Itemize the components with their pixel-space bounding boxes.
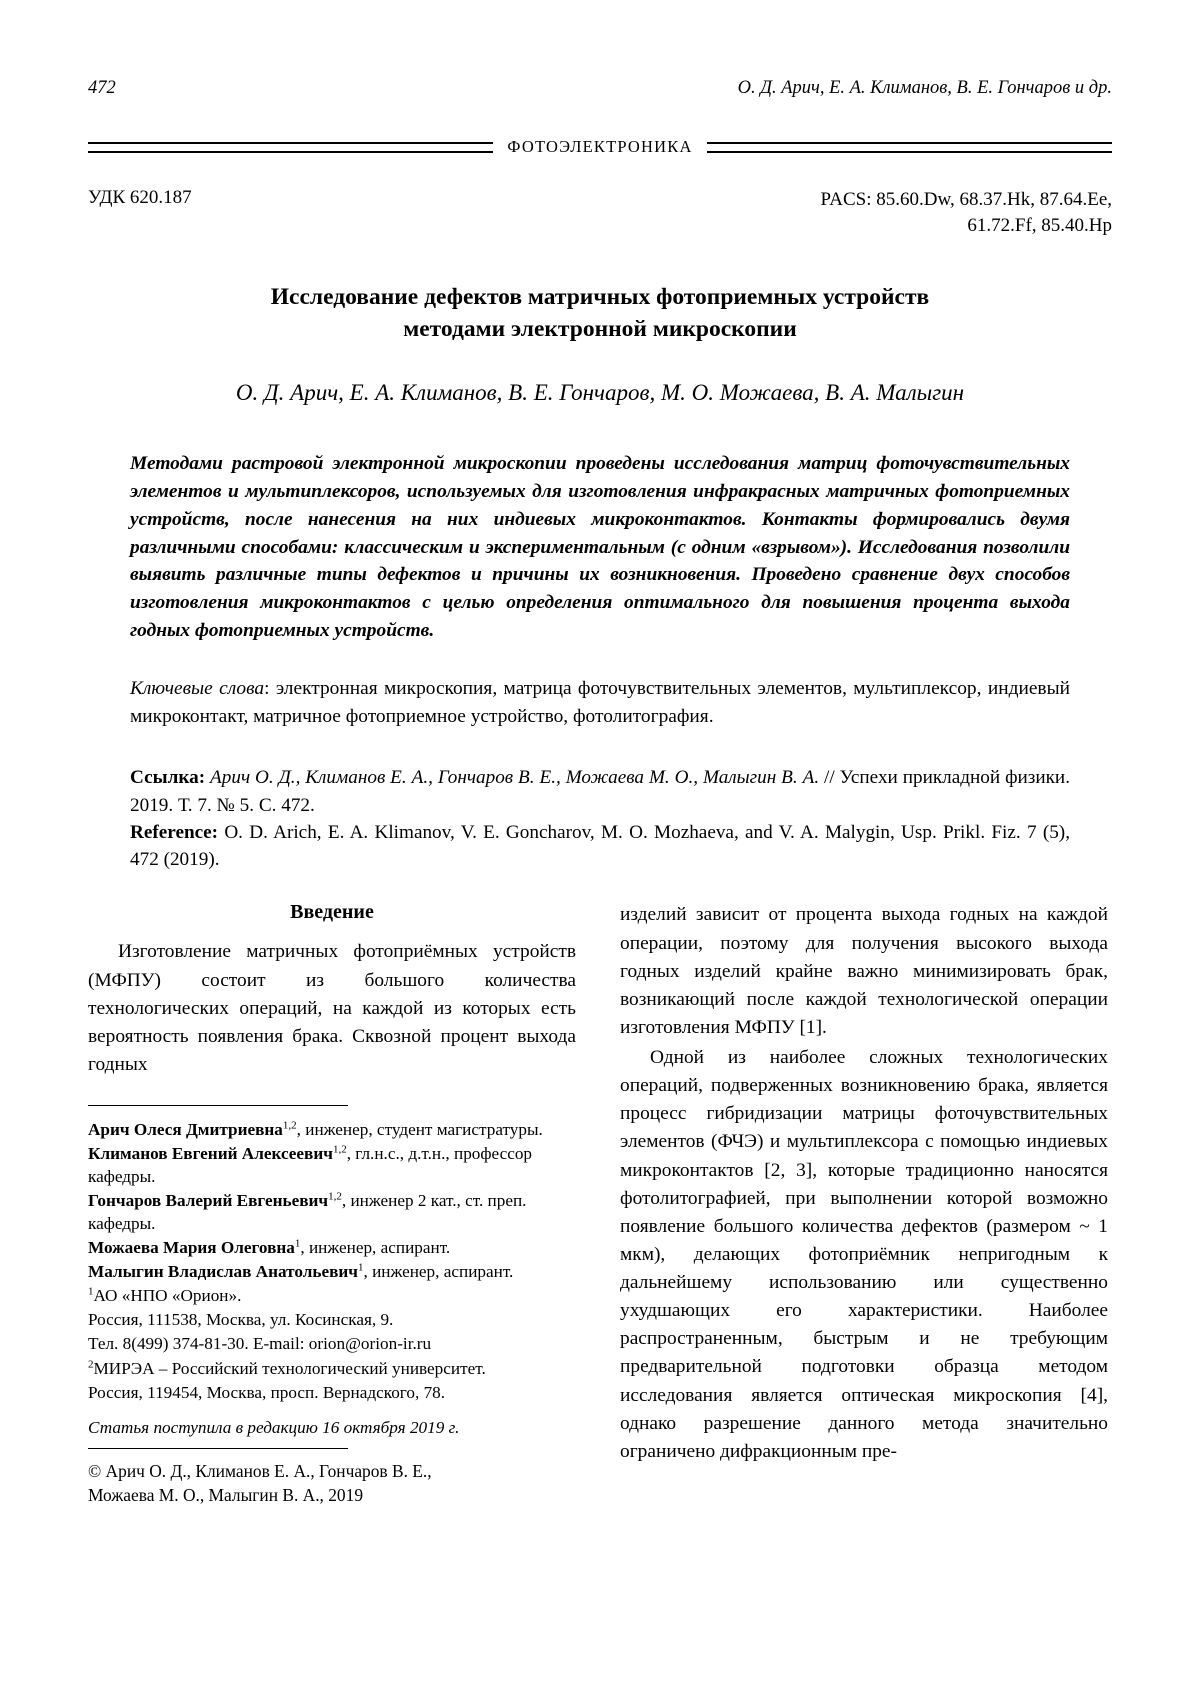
left-paragraph-1: Изготовление матричных фотоприёмных устройств (МФПУ) состоит из большого количества технологических операций, на каждой из которых есть вероятность появления брака. Сквозной процент выхода годных <box>88 941 576 1075</box>
affiliation-2-text: МИРЭА – Российский технологический университет. <box>93 1358 486 1378</box>
running-head-authors: О. Д. Арич, Е. А. Климанов, В. Е. Гончаров и др. <box>737 78 1112 98</box>
affiliation-1 <box>88 1284 576 1307</box>
footnote-author-1-sup: 1,2 <box>282 1119 297 1132</box>
affiliation-1-address: Россия, 111538, Москва, ул. Косинская, 9. <box>88 1310 394 1330</box>
citation-block <box>130 764 1070 873</box>
footnote-author-2 <box>88 1142 576 1188</box>
section-rule <box>88 137 1112 157</box>
section-label: ФОТОЭЛЕКТРОНИКА <box>507 137 693 156</box>
footnote-author-2-name: Климанов Евгений Алексеевич <box>88 1144 333 1164</box>
citation-label-en: Reference: <box>130 821 219 843</box>
page-number: 472 <box>88 78 116 98</box>
keywords-label: Ключевые слова <box>130 678 265 700</box>
footnote-author-3-name: Гончаров Валерий Евгеньевич <box>88 1191 329 1211</box>
footnote-author-5-rest: , инженер, аспирант. <box>363 1262 514 1282</box>
footnote-author-5-name: Малыгин Владислав Анатольевич <box>88 1262 358 1282</box>
title-line-1: Исследование дефектов матричных фотоприемных устройств <box>270 284 930 311</box>
udc-code: УДК 620.187 <box>88 187 192 208</box>
footnote-divider <box>88 1105 348 1106</box>
pacs-line-1: PACS: 85.60.Dw, 68.37.Hk, 87.64.Ee, <box>820 189 1112 210</box>
affiliation-1-contact: Тел. 8(499) 374-81-30. E-mail: orion@orion-ir.ru <box>88 1334 432 1354</box>
affiliation-2-address: Россия, 119454, Москва, просп. Вернадского, 78. <box>88 1382 446 1402</box>
left-column <box>88 901 576 1506</box>
footnote-author-5-sup: 1 <box>357 1261 364 1274</box>
footnote-author-2-sup: 1,2 <box>332 1143 347 1156</box>
affiliation-2 <box>88 1357 576 1380</box>
footnote-author-1-name: Арич Олеся Дмитриевна <box>88 1120 283 1140</box>
footnote-author-1-rest: , инженер, студент магистратуры. <box>296 1120 543 1140</box>
footnote-author-3-rest: , инженер 2 кат., ст. преп. кафедры. <box>88 1191 527 1234</box>
keywords-text: : электронная микроскопия, матрица фоточувствительных элементов, мультиплексор, индиевый микроконтакт, матричное фотоприемное устройство, фотолитография. <box>130 678 1070 727</box>
affiliation-1-sup: 1 <box>88 1285 94 1298</box>
footnote-author-4-rest: , инженер, аспирант. <box>300 1238 451 1258</box>
keywords <box>130 675 1070 730</box>
citation-label-ru: Ссылка: <box>130 767 206 789</box>
rule-left <box>88 142 493 153</box>
copyright-line-1: © Арич О. Д., Климанов Е. А., Гончаров В. Е., <box>88 1460 432 1481</box>
received-note: Статья поступила в редакцию 16 октября 2019 г. <box>88 1417 460 1437</box>
footnote-author-5 <box>88 1260 576 1283</box>
page-title <box>148 282 1052 345</box>
author-list: О. Д. Арич, Е. А. Климанов, В. Е. Гончаров, М. О. Можаева, В. А. Малыгин <box>235 379 965 405</box>
two-column-body <box>88 901 1112 1506</box>
running-head <box>88 78 1112 99</box>
footnote-author-1 <box>88 1118 576 1141</box>
right-column <box>620 901 1108 1506</box>
copyright-block <box>88 1459 576 1507</box>
affiliation-2-sup: 2 <box>88 1357 94 1370</box>
section-heading-introduction: Введение <box>290 901 374 924</box>
footnote-author-3-sup: 1,2 <box>328 1190 342 1203</box>
citation-authors-ru: Арич О. Д., Климанов Е. А., Гончаров В. Е., Можаева М. О., Малыгин В. А. <box>210 767 820 789</box>
citation-line-en <box>130 819 1070 874</box>
pacs-codes <box>820 187 1112 238</box>
abstract: Методами растровой электронной микроскопии проведены исследования матриц фоточувствительных элементов и мультиплексоров, используемых для изготовления инфракрасных матричных фотоприемных устройств, после нанесения на них индиевых микроконтактов. Контакты формировались двумя различными способами: классическим и экспериментальным (с одним «взрывом»). Исследования позволили выявить различные типы дефектов и причины их возникновения. Проведено сравнение двух способов изготовления микроконтактов с целью определения оптимального для повышения процента выхода годных фотоприемных устройств. <box>130 452 1070 642</box>
footnote-author-4-name: Можаева Мария Олеговна <box>88 1238 295 1258</box>
footnote-author-3 <box>88 1189 576 1235</box>
citation-text-en: O. D. Arich, E. A. Klimanov, V. E. Goncharov, M. O. Mozhaeva, and V. A. Malygin, Usp. Prikl. Fiz. 7 (5), 472 (2019). <box>130 821 1070 871</box>
right-paragraph-2: Одной из наиболее сложных технологических операций, подверженных возникновению брака, является процесс гибридизации матрицы фоточувствительных элементов (ФЧЭ) и мультиплексора с помощью индиевых микроконтактов [2, 3], которые традиционно наносятся фотолитографией, при выполнении которой возможно появление большого количества дефектов (размером ~ 1 мкм), делающих фотоприёмник непригодным к дальнейшему использованию или существенно ухудшающих его характеристики. Наиболее распространенным, быстрым и не требующим предварительной подготовки образца методом исследования является оптическая микроскопия [4], однако разрешение данного метода значительно ограничено дифракционным пре- <box>620 1047 1108 1462</box>
classification-codes <box>88 187 1112 238</box>
pacs-line-2: 61.72.Ff, 85.40.Hp <box>967 214 1112 236</box>
rule-right <box>707 142 1112 153</box>
citation-rest-ru: // Успехи прикладной физики. 2019. Т. 7. № 5. С. 472. <box>130 767 1070 816</box>
footnote-author-4 <box>88 1236 576 1259</box>
affiliation-1-text: АО «НПО «Орион». <box>93 1286 242 1306</box>
copyright-divider <box>88 1448 348 1449</box>
footnote-author-2-rest: , гл.н.с., д.т.н., профессор кафедры. <box>88 1144 533 1187</box>
copyright-line-2: Можаева М. О., Малыгин В. А., 2019 <box>88 1484 364 1505</box>
footnote-author-4-sup: 1 <box>294 1237 301 1250</box>
right-paragraph-1: изделий зависит от процента выхода годных на каждой операции, поэтому для получения высокого выхода годных изделий крайне важно минимизировать брак, возникающий после каждой технологической операции изготовления МФПУ [1]. <box>620 904 1108 1038</box>
title-line-2: методами электронной микроскопии <box>403 316 797 342</box>
